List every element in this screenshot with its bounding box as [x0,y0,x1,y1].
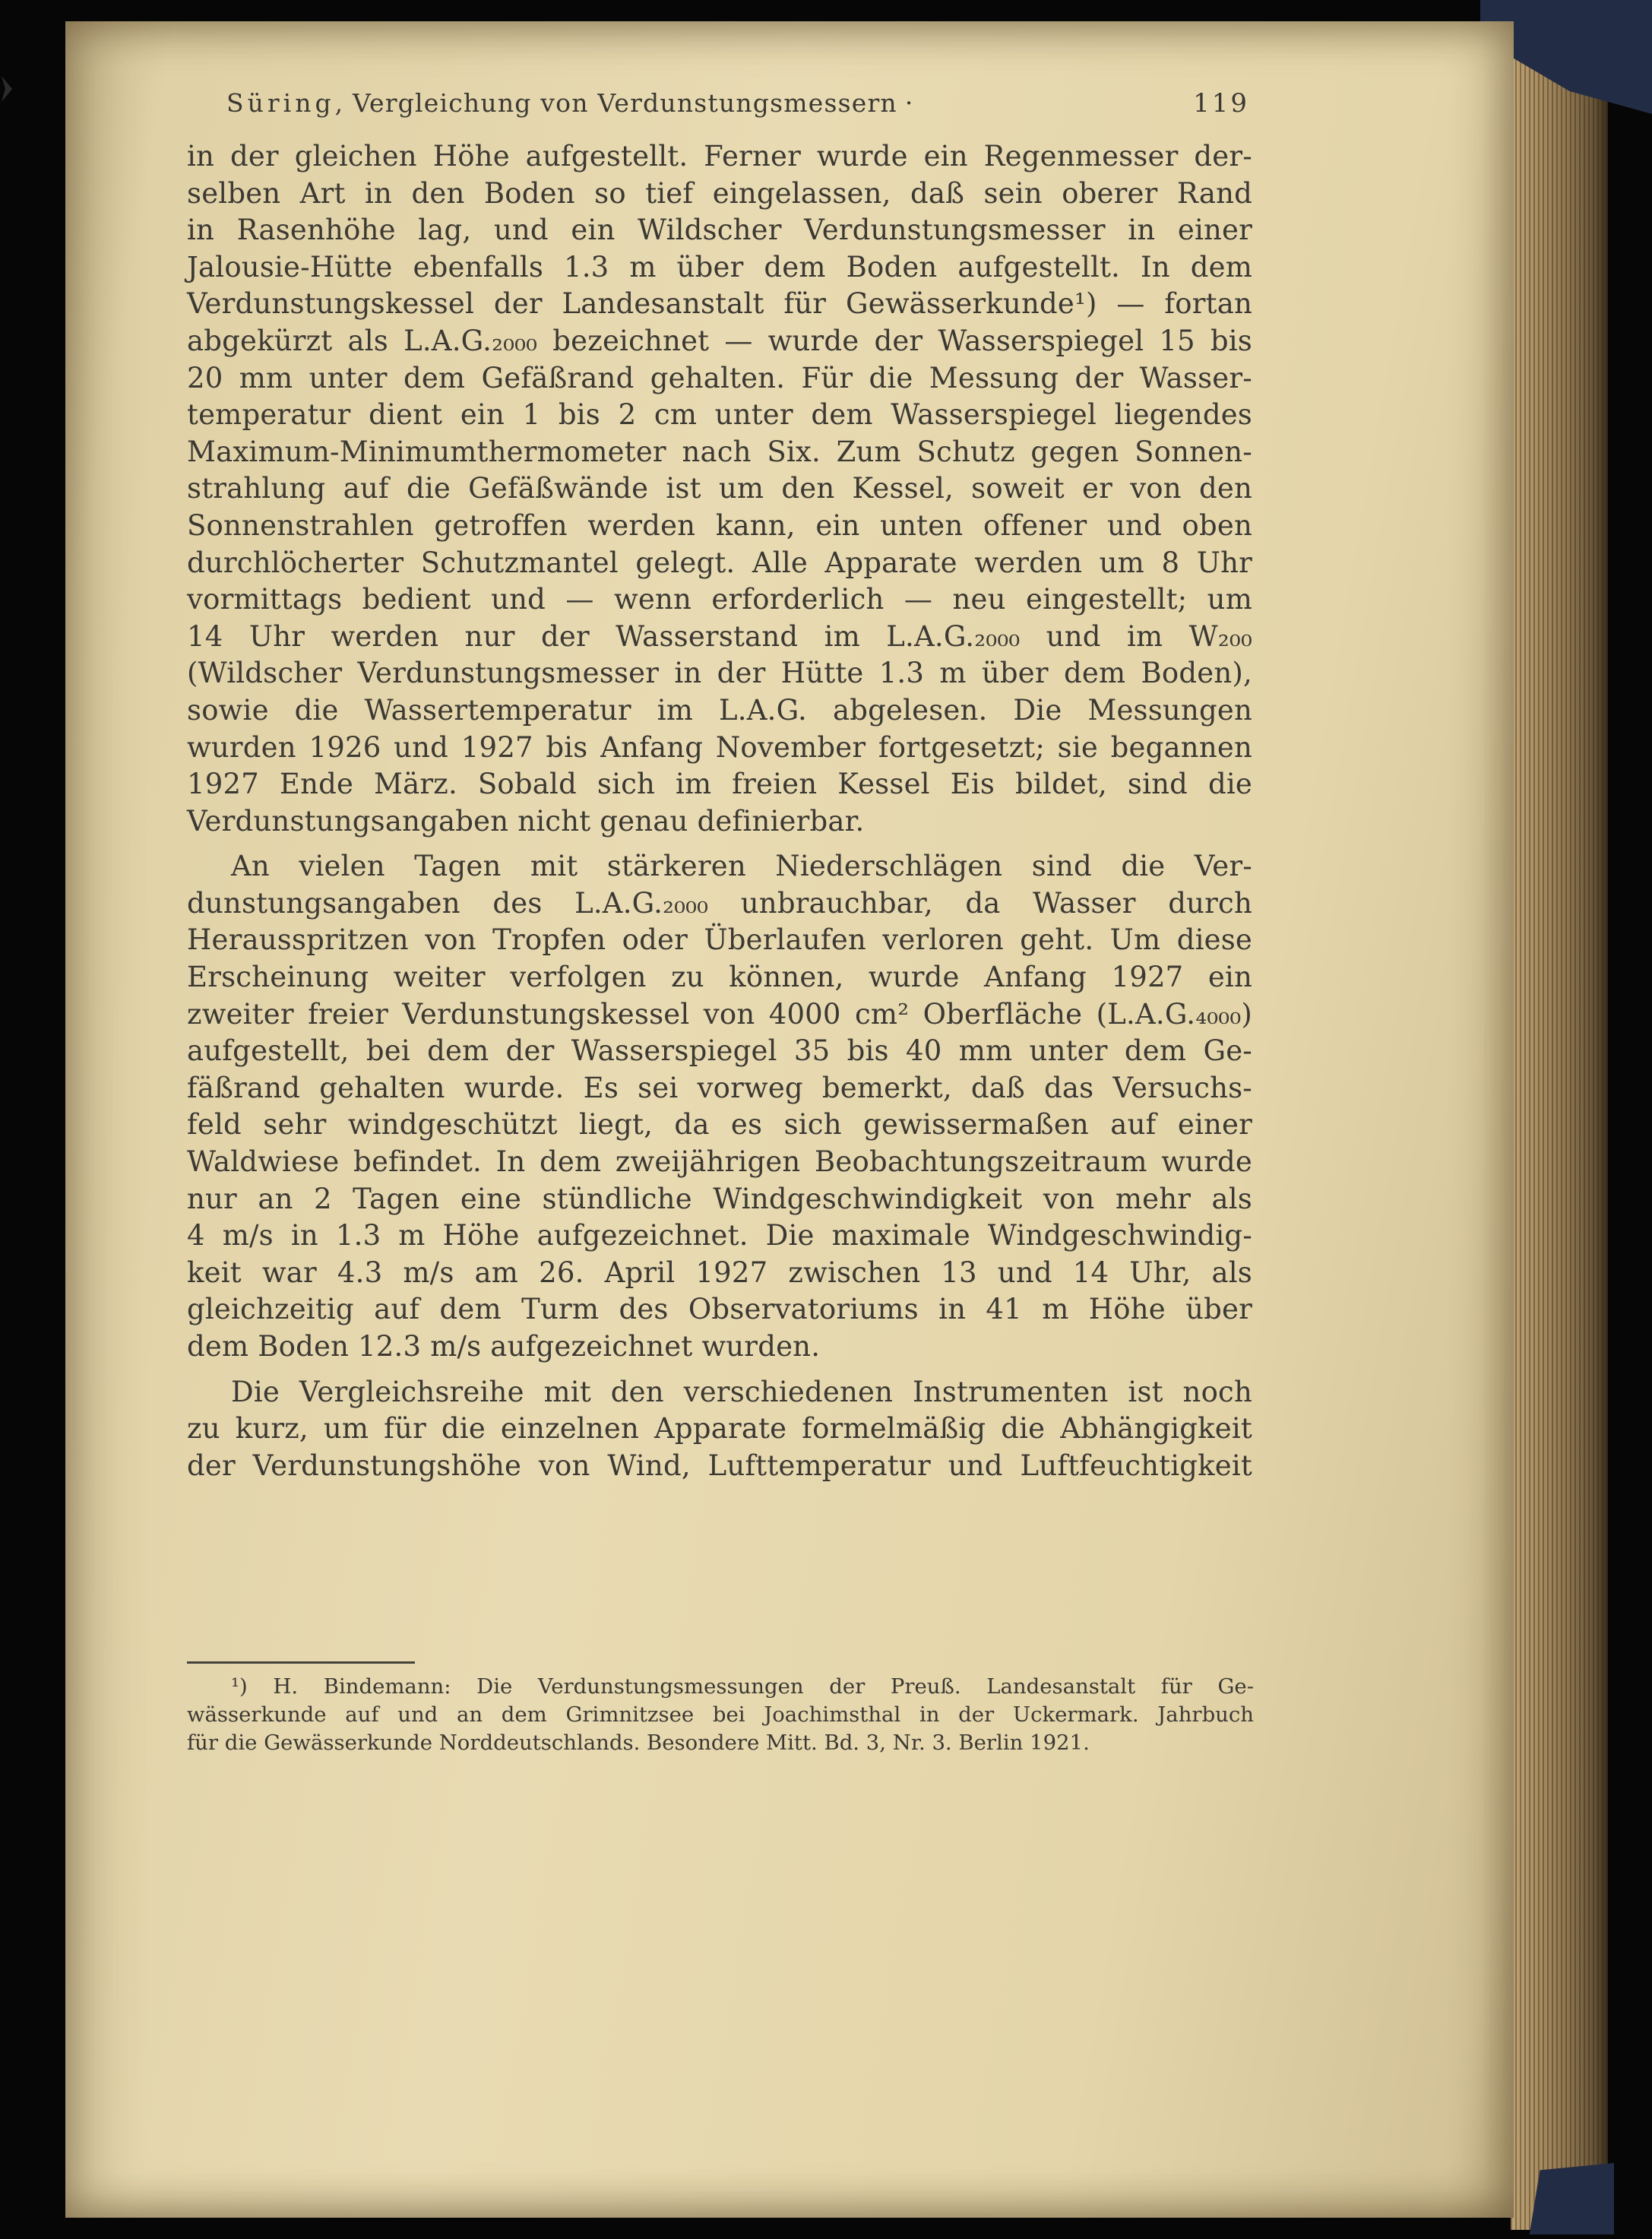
text-line: wurden 1926 und 1927 bis Anfang November fortgesetzt; sie begannen [187,730,1252,764]
text-line: Herausspritzen von Tropfen oder Überlaufen verloren geht. Um diese [187,923,1252,957]
text-line: Jalousie-Hütte ebenfalls 1.3 m über dem Boden aufgestellt. In dem [187,250,1252,283]
text-line: An vielen Tagen mit stärkeren Niederschlägen sind die Ver- [231,850,1252,883]
text-line: der Verdunstungshöhe von Wind, Lufttemperatur und Luftfeuchtigkeit [187,1449,1252,1482]
text-line: temperatur dient ein 1 bis 2 cm unter dem Wasserspiegel liegendes [187,398,1252,432]
text-line: durchlöcherter Schutzmantel gelegt. Alle Apparate werden um 8 Uhr [187,546,1252,579]
paragraph [187,138,1252,840]
text-line: 20 mm unter dem Gefäßrand gehalten. Für die Messung der Wasser- [187,361,1252,394]
text-line: fäßrand gehalten wurde. Es sei vorweg bemerkt, daß das Versuchs- [187,1071,1252,1104]
text-line: nur an 2 Tagen eine stündliche Windgeschwindigkeit von mehr als [187,1182,1252,1215]
text-line: Maximum-Minimumthermometer nach Six. Zum Schutz gegen Sonnen- [187,435,1252,468]
text-line: selben Art in den Boden so tief eingelassen, daß sein oberer Rand [187,176,1252,210]
text-line: 1927 Ende März. Sobald sich im freien Kessel Eis bildet, sind die [187,768,1252,801]
text-line: gleichzeitig auf dem Turm des Observatoriums in 41 m Höhe über [187,1293,1252,1326]
text-line: dunstungsangaben des L.A.G.₂₀₀₀ unbrauchbar, da Wasser durch [187,886,1252,920]
body-text [187,138,1252,1484]
footnote-lines [187,1673,1254,1756]
paragraph [187,1374,1252,1485]
text-line: Sonnenstrahlen getroffen werden kann, ein unten offener und oben [187,508,1252,542]
text-line: wässerkunde auf und an dem Grimnitzsee bei Joachimsthal in der Uckermark. Jahrbuch [187,1702,1254,1727]
running-head [187,88,913,118]
text-line: abgekürzt als L.A.G.₂₀₀₀ bezeichnet — wurde der Wasserspiegel 15 bis [187,324,1252,357]
text-line: Waldwiese befindet. In dem zweijährigen Beobachtungszeitraum wurde [187,1145,1252,1179]
text-line: Erscheinung weiter verfolgen zu können, wurde Anfang 1927 ein [187,961,1252,994]
text-line: zweiter freier Verdunstungskessel von 4000 cm² Oberfläche (L.A.G.₄₀₀₀) [187,997,1252,1031]
footnote-rule [187,1661,415,1664]
text-line: feld sehr windgeschützt liegt, da es sich gewissermaßen auf einer [187,1108,1252,1142]
text-line: vormittags bedient und — wenn erforderlich — neu eingestellt; um [187,583,1252,616]
text-line: strahlung auf die Gefäßwände ist um den Kessel, soweit er von den [187,472,1252,505]
text-line: dem Boden 12.3 m/s aufgezeichnet wurden. [187,1330,821,1363]
text-line: zu kurz, um für die einzelnen Apparate formelmäßig die Abhängigkeit [187,1412,1252,1446]
book-fore-edge [1511,9,1608,2230]
text-line: keit war 4.3 m/s am 26. April 1927 zwischen 13 und 14 Uhr, als [187,1256,1252,1289]
text-line: Die Vergleichsreihe mit den verschiedenen Instrumenten ist noch [231,1375,1252,1408]
text-line: 14 Uhr werden nur der Wasserstand im L.A.G.₂₀₀₀ und im W₂₀₀ [187,619,1252,653]
text-line: (Wildscher Verdunstungsmesser in der Hütte 1.3 m über dem Boden), [187,657,1252,690]
scan-artifact [2,76,12,102]
text-line: in der gleichen Höhe aufgestellt. Ferner wurde ein Regenmesser der- [187,140,1252,173]
text-line: sowie die Wassertemperatur im L.A.G. abgelesen. Die Messungen [187,693,1252,727]
text-line: Verdunstungskessel der Landesanstalt für Gewässerkunde¹) — fortan [187,287,1252,321]
running-head-author: Süring [226,88,335,118]
text-line: für die Gewässerkunde Norddeutschlands. Besondere Mitt. Bd. 3, Nr. 3. Berlin 1921. [187,1730,1090,1755]
page-header [187,88,1252,118]
text-line: 4 m/s in 1.3 m Höhe aufgezeichnet. Die maximale Windgeschwindig- [187,1219,1252,1253]
footnote [187,1661,1254,1756]
running-head-title: , Vergleichung von Verdunstungsmessern [334,88,897,118]
page-number: 119 [1193,88,1249,119]
running-head-separator: · [904,88,914,118]
text-line: ¹) H. Bindemann: Die Verdunstungsmessungen der Preuß. Landesanstalt für Ge- [231,1674,1254,1699]
text-line: Verdunstungsangaben nicht genau definierbar. [187,804,865,838]
text-line: in Rasenhöhe lag, und ein Wildscher Verdunstungsmesser in einer [187,214,1252,247]
text-line: aufgestellt, bei dem der Wasserspiegel 35 bis 40 mm unter dem Ge- [187,1034,1252,1068]
paragraph [187,848,1252,1365]
